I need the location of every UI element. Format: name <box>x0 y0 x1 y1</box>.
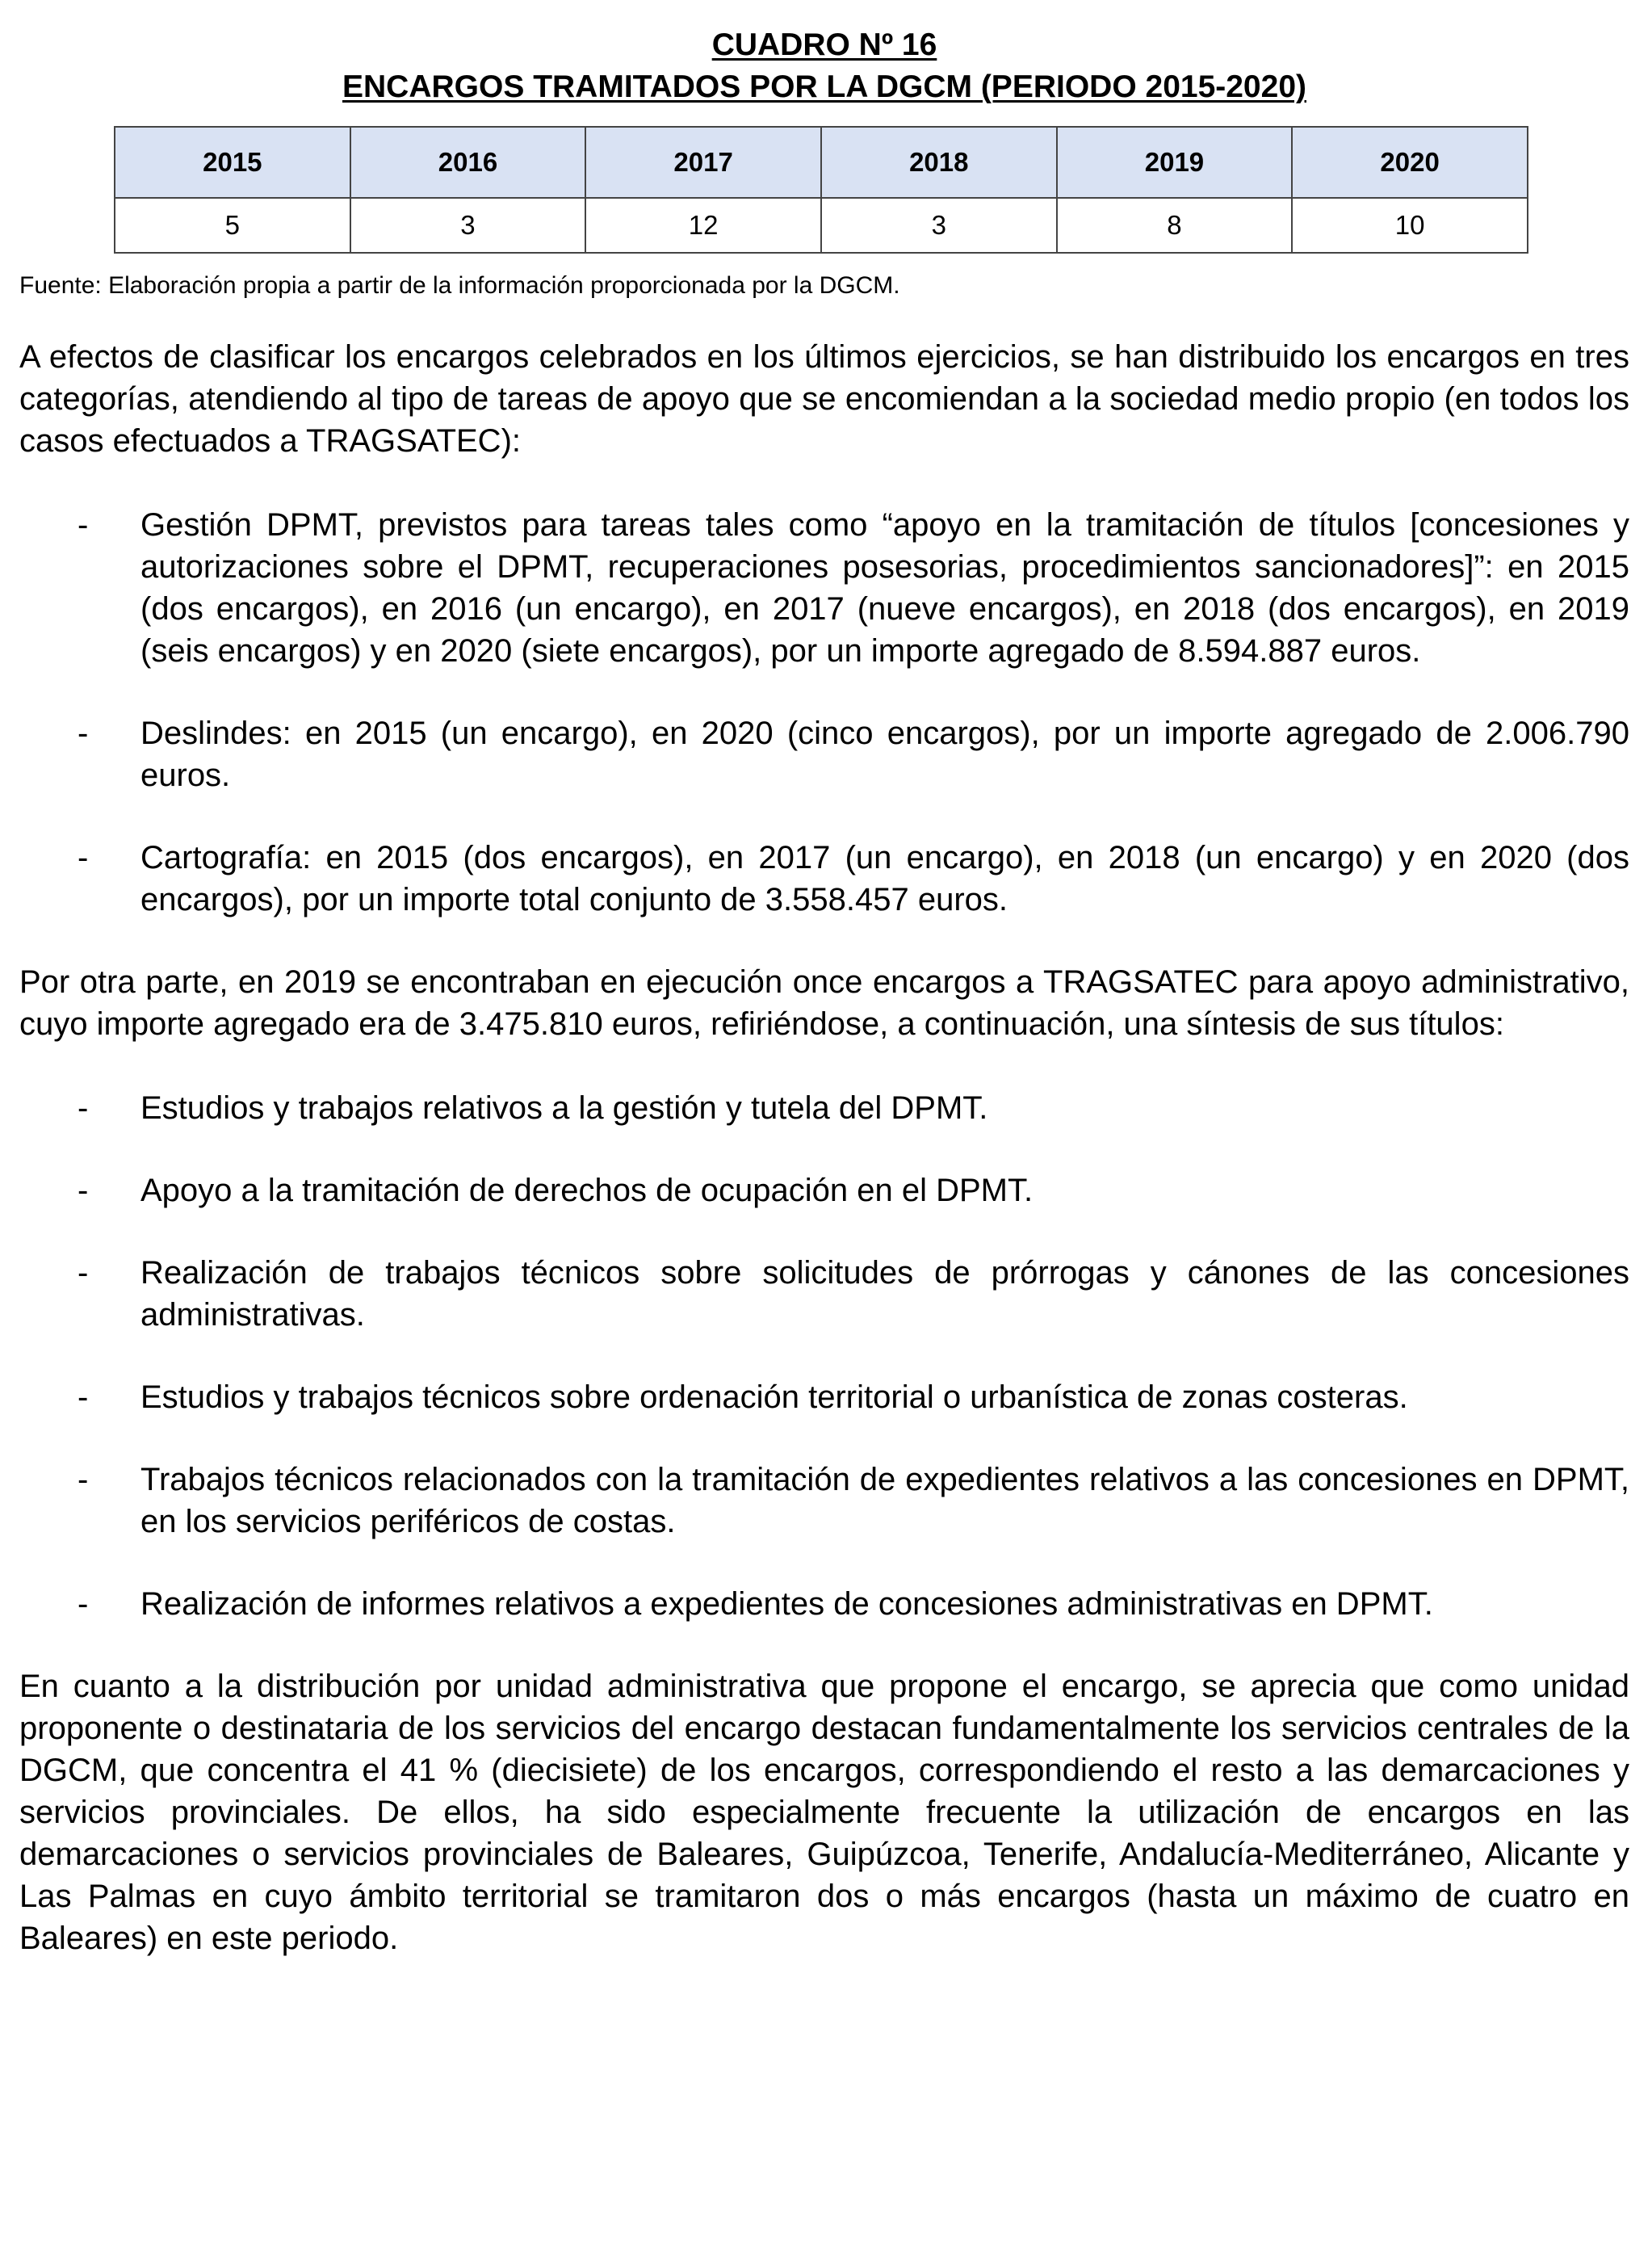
list-item <box>19 1087 1629 1129</box>
count-cell-2020: 10 <box>1292 198 1528 253</box>
count-cell-2016: 3 <box>350 198 586 253</box>
list-item-text: Deslindes: en 2015 (un encargo), en 2020 (cinco encargos), por un importe agregado de 2.006.790 euros. <box>140 716 1629 793</box>
year-header-2019: 2019 <box>1057 127 1293 198</box>
table-source-note: Fuente: Elaboración propia a partir de la información proporcionada por la DGCM. <box>19 272 900 299</box>
table-number-title: CUADRO Nº 16 <box>711 27 937 62</box>
titles-list <box>19 1087 1629 1625</box>
list-item-text: Realización de trabajos técnicos sobre solicitudes de prórrogas y cánones de las concesiones administrativas. <box>140 1255 1629 1333</box>
bullet-dash: - <box>78 1090 89 1126</box>
list-item-text: Realización de informes relativos a expedientes de concesiones administrativas en DPMT. <box>140 1586 1433 1622</box>
bullet-dash: - <box>78 1173 89 1208</box>
bullet-dash: - <box>78 507 89 543</box>
count-cell-2019: 8 <box>1057 198 1293 253</box>
bullet-dash: - <box>78 1462 89 1497</box>
list-item-text: Cartografía: en 2015 (dos encargos), en 2017 (un encargo), en 2018 (un encargo) y en 2020 (dos encargos), por un importe total conjunto de 3.558.457 euros. <box>140 840 1629 917</box>
year-header-2017: 2017 <box>585 127 821 198</box>
intro-paragraph: A efectos de clasificar los encargos celebrados en los últimos ejercicios, se han distribuido los encargos en tres categorías, atendiendo al tipo de tareas de apoyo que se encomiendan a la sociedad medio propio (en todos los casos efectuados a TRAGSATEC): <box>19 339 1629 459</box>
year-header-2018: 2018 <box>821 127 1057 198</box>
table-title: ENCARGOS TRAMITADOS POR LA DGCM (PERIODO 2015-2020) <box>342 69 1306 104</box>
bullet-dash: - <box>78 1586 89 1622</box>
encargos-table <box>114 126 1528 254</box>
list-item <box>19 837 1629 921</box>
year-header-2020: 2020 <box>1292 127 1528 198</box>
list-item <box>19 1459 1629 1543</box>
list-item <box>19 712 1629 796</box>
list-item <box>19 504 1629 672</box>
table-row <box>115 198 1528 253</box>
table-caption <box>19 24 1629 108</box>
year-header-2016: 2016 <box>350 127 586 198</box>
list-item-text: Gestión DPMT, previstos para tareas tales como “apoyo en la tramitación de títulos [concesiones y autorizaciones sobre el DPMT, recuperaciones posesorias, procedimientos sancionadores]”: en 2015 (dos encargos), en 2016 (un encargo), en 2017 (nueve encargos), en 2018 (dos encargos), en 2019 (seis encargos) y en 2020 (siete encargos), por un importe agregado de 8.594.887 euros. <box>140 507 1629 669</box>
bullet-dash: - <box>78 1255 89 1291</box>
list-item <box>19 1376 1629 1418</box>
count-cell-2015: 5 <box>115 198 350 253</box>
table-header-row <box>115 127 1528 198</box>
count-cell-2018: 3 <box>821 198 1057 253</box>
list-item-text: Trabajos técnicos relacionados con la tramitación de expedientes relativos a las concesiones en DPMT, en los servicios periféricos de costas. <box>140 1462 1629 1539</box>
category-list <box>19 504 1629 921</box>
list-item-text: Estudios y trabajos relativos a la gestión y tutela del DPMT. <box>140 1090 988 1126</box>
list-item-text: Apoyo a la tramitación de derechos de ocupación en el DPMT. <box>140 1173 1034 1208</box>
list-item <box>19 1583 1629 1625</box>
second-paragraph: Por otra parte, en 2019 se encontraban en ejecución once encargos a TRAGSATEC para apoyo administrativo, cuyo importe agregado era de 3.475.810 euros, refiriéndose, a continuación, una síntesis de sus títulos: <box>19 964 1629 1042</box>
list-item <box>19 1252 1629 1336</box>
list-item-text: Estudios y trabajos técnicos sobre ordenación territorial o urbanística de zonas costeras. <box>140 1379 1408 1415</box>
closing-paragraph: En cuanto a la distribución por unidad administrativa que propone el encargo, se aprecia que como unidad proponente o destinataria de los servicios del encargo destacan fundamentalmente los servicios centrales de la DGCM, que concentra el 41 % (diecisiete) de los encargos, correspondiendo el resto a las demarcaciones y servicios provinciales. De ellos, ha sido especialmente frecuente la utilización de encargos en las demarcaciones o servicios provinciales de Baleares, Guipúzcoa, Tenerife, Andalucía-Mediterráneo, Alicante y Las Palmas en cuyo ámbito territorial se tramitaron dos o más encargos (hasta un máximo de cuatro en Baleares) en este periodo. <box>19 1669 1629 1956</box>
bullet-dash: - <box>78 716 89 751</box>
bullet-dash: - <box>78 840 89 875</box>
count-cell-2017: 12 <box>585 198 821 253</box>
list-item <box>19 1169 1629 1211</box>
year-header-2015: 2015 <box>115 127 350 198</box>
bullet-dash: - <box>78 1379 89 1415</box>
